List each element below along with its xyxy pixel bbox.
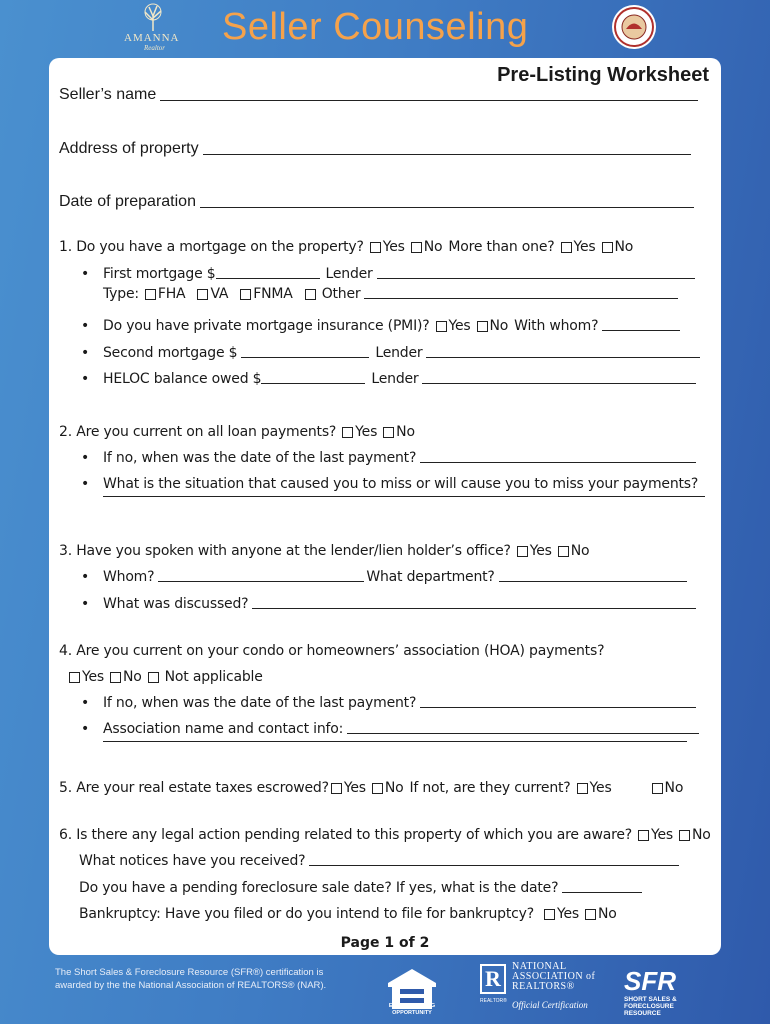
bullet: • — [81, 345, 90, 361]
other-checkbox[interactable] — [305, 286, 361, 302]
q5-current-yes-checkbox[interactable] — [577, 780, 612, 796]
q2-row — [59, 424, 415, 440]
no-label: No — [123, 669, 142, 685]
page-number: Page 1 of 2 — [340, 935, 430, 951]
worksheet-title: Pre-Listing Worksheet — [497, 64, 709, 86]
discussed-label: What was discussed? — [103, 596, 249, 612]
q3-yes-checkbox[interactable] — [517, 543, 552, 559]
with-whom-field[interactable] — [602, 330, 680, 331]
association-field[interactable] — [347, 733, 699, 734]
q4-options-row — [69, 669, 263, 685]
fha-checkbox[interactable] — [145, 286, 186, 302]
department-field[interactable] — [499, 581, 687, 582]
q6-bankruptcy-row — [79, 906, 617, 922]
no-label: No — [396, 424, 415, 440]
no-label: No — [489, 318, 509, 334]
q6-foreclosure-row — [79, 880, 642, 896]
q4-yes-checkbox[interactable] — [69, 669, 104, 685]
bullet: • — [81, 371, 90, 387]
na-label: Not applicable — [164, 669, 263, 685]
address-row — [59, 140, 691, 158]
with-whom-label: With whom? — [514, 318, 599, 334]
realtor-r-icon: R — [480, 964, 506, 994]
eho-line1: EQUAL HOUSING — [388, 1003, 436, 1009]
q2-text: 2. Are you current on all loan payments? — [59, 424, 337, 440]
no-label: No — [664, 780, 684, 796]
bullet: • — [81, 318, 90, 334]
q3-text: 3. Have you spoken with anyone at the lender/lien holder’s office? — [59, 543, 511, 559]
nar-certification: Official Certification — [512, 1000, 588, 1010]
heloc-label: HELOC balance owed $ — [103, 371, 262, 387]
q2-last-payment-field[interactable] — [420, 462, 696, 463]
notices-field[interactable] — [309, 865, 679, 866]
fha-label: FHA — [157, 286, 186, 302]
seal-icon — [611, 4, 657, 50]
no-label: No — [384, 780, 404, 796]
sellers-name-field[interactable] — [160, 100, 698, 101]
association-field-2[interactable] — [103, 741, 687, 742]
no-label: No — [614, 239, 634, 255]
brand-logo — [118, 2, 188, 54]
q4-association-line-row — [103, 741, 687, 745]
brand-name: AMANNA — [124, 32, 180, 44]
q4-row — [59, 643, 604, 659]
q6-text: 6. Is there any legal action pending related to this property of which you are aware? — [59, 827, 632, 843]
q4-text: 4. Are you current on your condo or homeowners’ association (HOA) payments? — [59, 643, 605, 659]
footer-disclaimer: The Short Sales & Foreclosure Resource (SFR®) certification is awarded by the the National Association of REALTORS® (NAR). — [55, 967, 327, 991]
first-mortgage-amount-field[interactable] — [216, 278, 320, 279]
no-label: No — [691, 827, 711, 843]
other-field[interactable] — [364, 298, 678, 299]
bullet: • — [81, 450, 90, 466]
bullet: • — [81, 266, 90, 282]
bullet: • — [81, 721, 90, 737]
foreclosure-date-field[interactable] — [562, 892, 642, 893]
nar-line1: NATIONAL — [512, 961, 567, 972]
nar-line3: REALTORS® — [512, 981, 575, 992]
second-mortgage-amount-field[interactable] — [241, 357, 369, 358]
notices-label: What notices have you received? — [79, 853, 306, 869]
first-mortgage-label: First mortgage $ — [103, 266, 216, 282]
q1-more-text: More than one? — [448, 239, 555, 255]
address-label: Address of property — [59, 140, 199, 157]
sfr-label — [624, 996, 677, 1017]
realtor-trademark: REALTOR® — [480, 998, 507, 1004]
q4-last-payment-field[interactable] — [420, 707, 696, 708]
bankruptcy-yes-checkbox[interactable] — [544, 906, 579, 922]
q1-yes-checkbox[interactable] — [370, 239, 405, 255]
q3-row — [59, 543, 589, 559]
q2-situation-row — [81, 476, 698, 492]
q6-row — [59, 827, 711, 843]
nar-line2: ASSOCIATION of — [512, 971, 596, 982]
q6-no-checkbox[interactable] — [679, 827, 711, 843]
foreclosure-label: Do you have a pending foreclosure sale date? If yes, what is the date? — [79, 880, 559, 896]
yes-label: Yes — [343, 780, 366, 796]
tree-icon — [136, 2, 170, 32]
type-label: Type: — [103, 286, 139, 302]
heloc-amount-field[interactable] — [261, 383, 365, 384]
q2-situation-line-row — [103, 496, 705, 500]
q5-yes-checkbox[interactable] — [331, 780, 366, 796]
bullet: • — [81, 569, 90, 585]
q4-no-checkbox[interactable] — [110, 669, 142, 685]
sfr-line2: FORECLOSURE — [624, 1003, 674, 1010]
bankruptcy-no-checkbox[interactable] — [585, 906, 617, 922]
yes-label: Yes — [573, 239, 596, 255]
q2-situation-text: What is the situation that caused you to miss or will cause you to miss your payments? — [103, 476, 699, 492]
second-mortgage-row — [81, 345, 700, 361]
pmi-no-checkbox[interactable] — [477, 318, 509, 334]
fnma-checkbox[interactable] — [240, 286, 292, 302]
q1-no-checkbox[interactable] — [411, 239, 443, 255]
sfr-line3: RESOURCE — [624, 1010, 661, 1017]
brand-tagline: Realtor — [144, 44, 165, 52]
q4-if-no-text: If no, when was the date of the last payment? — [103, 695, 417, 711]
whom-field[interactable] — [158, 581, 364, 582]
yes-label: Yes — [355, 424, 378, 440]
bullet: • — [81, 476, 90, 492]
lender-label: Lender — [371, 371, 419, 387]
no-label: No — [423, 239, 443, 255]
nar-name — [512, 962, 595, 992]
yes-label: Yes — [650, 827, 673, 843]
q5-current-no-checkbox[interactable] — [652, 780, 684, 796]
q4-if-no-row — [81, 695, 696, 711]
heloc-row — [81, 371, 696, 387]
bankruptcy-label: Bankruptcy: Have you filed or do you intend to file for bankruptcy? — [79, 906, 534, 922]
no-label: No — [597, 906, 617, 922]
q2-if-no-text: If no, when was the date of the last payment? — [103, 450, 417, 466]
second-mortgage-label: Second mortgage $ — [103, 345, 238, 361]
yes-label: Yes — [448, 318, 471, 334]
bullet: • — [81, 596, 90, 612]
header — [0, 0, 770, 58]
sellers-name-label: Seller’s name — [59, 86, 157, 103]
sfr-logo — [622, 962, 688, 1018]
fnma-label: FNMA — [253, 286, 293, 302]
q3-whom-row — [81, 569, 687, 585]
q3-no-checkbox[interactable] — [558, 543, 590, 559]
pmi-row — [81, 318, 680, 334]
q1-row — [59, 239, 633, 255]
va-checkbox[interactable] — [197, 286, 228, 302]
yes-label: Yes — [529, 543, 552, 559]
lender-label: Lender — [325, 266, 373, 282]
heloc-lender-field[interactable] — [422, 383, 696, 384]
department-label: What department? — [366, 569, 495, 585]
bullet: • — [81, 695, 90, 711]
q1-more-yes-checkbox[interactable] — [561, 239, 596, 255]
second-lender-field[interactable] — [426, 357, 700, 358]
discussed-field[interactable] — [252, 608, 696, 609]
equal-housing-label — [381, 1003, 443, 1017]
q6-notices-row — [79, 853, 679, 869]
q5-if-not-text: If not, are they current? — [409, 780, 571, 796]
q5-text: 5. Are your real estate taxes escrowed? — [59, 780, 329, 796]
q6-yes-checkbox[interactable] — [638, 827, 673, 843]
q2-situation-field[interactable] — [103, 496, 705, 497]
q2-no-checkbox[interactable] — [383, 424, 415, 440]
type-row — [103, 286, 678, 302]
nar-logo — [480, 962, 600, 1014]
va-label: VA — [210, 286, 229, 302]
q5-no-checkbox[interactable] — [372, 780, 404, 796]
other-label: Other — [321, 286, 361, 302]
yes-label: Yes — [382, 239, 405, 255]
yes-label: Yes — [82, 669, 104, 685]
first-mortgage-row — [81, 266, 695, 282]
sellers-name-row — [59, 86, 698, 104]
q1-text: 1. Do you have a mortgage on the property? — [59, 239, 364, 255]
eho-line2: OPPORTUNITY — [392, 1010, 432, 1016]
sfr-line1: SHORT SALES & — [624, 996, 677, 1003]
first-lender-field[interactable] — [377, 278, 695, 279]
q2-yes-checkbox[interactable] — [342, 424, 377, 440]
q5-row — [59, 780, 683, 796]
yes-label: Yes — [589, 780, 612, 796]
whom-label: Whom? — [103, 569, 155, 585]
q2-if-no-row — [81, 450, 696, 466]
association-label: Association name and contact info: — [103, 721, 344, 737]
lender-label: Lender — [375, 345, 423, 361]
page-title: Seller Counseling — [222, 6, 529, 48]
address-field[interactable] — [203, 154, 691, 155]
pmi-text: Do you have private mortgage insurance (PMI)? — [103, 318, 430, 334]
pmi-yes-checkbox[interactable] — [436, 318, 471, 334]
q4-association-row — [81, 721, 699, 737]
q3-discussed-row — [81, 596, 696, 612]
date-row — [59, 193, 694, 211]
yes-label: Yes — [556, 906, 579, 922]
q1-more-no-checkbox[interactable] — [602, 239, 634, 255]
date-field[interactable] — [200, 207, 694, 208]
no-label: No — [570, 543, 590, 559]
q4-na-checkbox[interactable] — [148, 669, 263, 685]
sfr-mark: SFR — [624, 966, 676, 996]
date-label: Date of preparation — [59, 193, 196, 210]
worksheet-card — [49, 58, 721, 955]
